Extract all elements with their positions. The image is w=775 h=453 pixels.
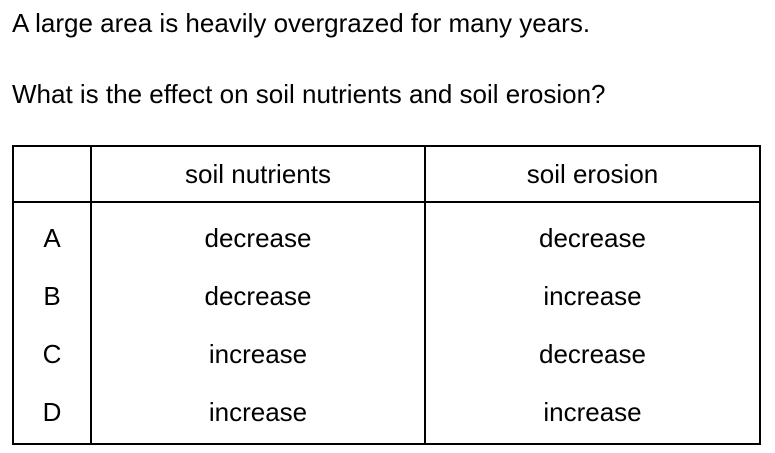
answer-options-table: [12, 145, 761, 445]
option-row-b: [13, 267, 760, 325]
header-letter-cell: [13, 146, 91, 202]
option-letter: C: [13, 325, 91, 383]
soil-nutrients-value: increase: [91, 383, 425, 444]
option-letter: B: [13, 267, 91, 325]
header-soil-erosion: soil erosion: [425, 146, 760, 202]
question-statement: A large area is heavily overgrazed for many years.: [12, 8, 591, 38]
option-letter: A: [13, 202, 91, 267]
option-letter: D: [13, 383, 91, 444]
option-row-a: [13, 202, 760, 267]
soil-erosion-value: decrease: [425, 202, 760, 267]
option-row-d: [13, 383, 760, 444]
soil-erosion-value: increase: [425, 267, 760, 325]
header-soil-nutrients: soil nutrients: [91, 146, 425, 202]
soil-erosion-value: increase: [425, 383, 760, 444]
option-row-c: [13, 325, 760, 383]
soil-erosion-value: decrease: [425, 325, 760, 383]
table-header-row: [13, 146, 760, 202]
question-prompt: What is the effect on soil nutrients and soil erosion?: [12, 79, 606, 109]
soil-nutrients-value: increase: [91, 325, 425, 383]
soil-nutrients-value: decrease: [91, 202, 425, 267]
soil-nutrients-value: decrease: [91, 267, 425, 325]
